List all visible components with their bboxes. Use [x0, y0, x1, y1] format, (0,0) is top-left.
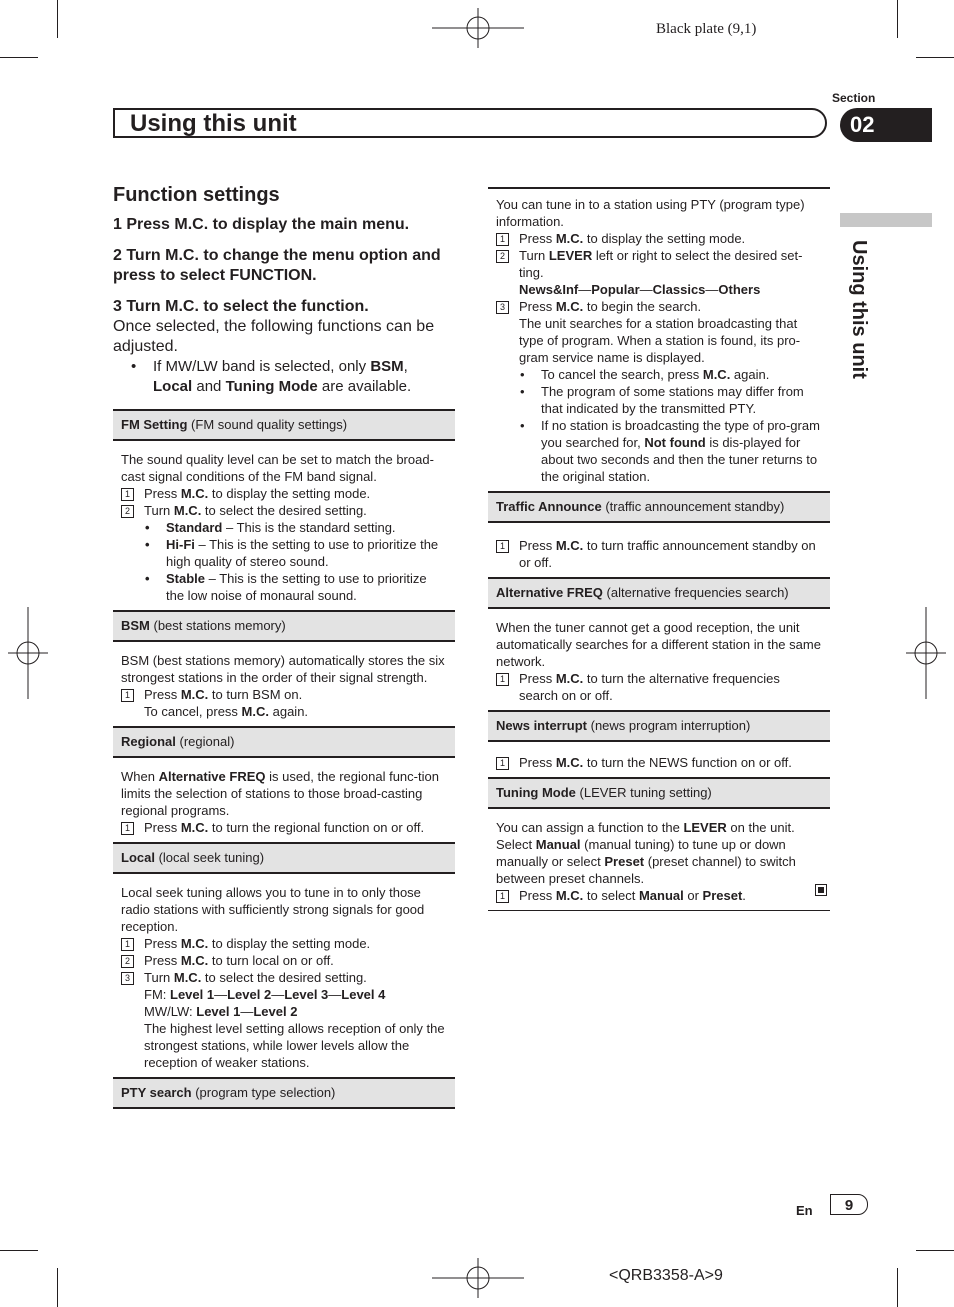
box-text: Local seek tuning allows you to tune in to only those radio stations with sufficiently strong signals for good reception. — [121, 885, 425, 934]
crop-mark — [57, 1268, 58, 1307]
registration-target-icon — [432, 8, 524, 48]
plate-label: Black plate (9,1) — [656, 21, 757, 37]
local-box — [113, 842, 455, 1077]
right-column — [488, 187, 830, 911]
fm-levels: FM: Level 1—Level 2—Level 3—Level 4 — [144, 987, 386, 1002]
page-title: Using this unit — [130, 110, 297, 137]
option-item: • Hi-Fi – This is the setting to use to prioritize the high quality of stereo sound. — [121, 536, 447, 570]
left-column — [113, 183, 455, 1109]
box-step: 1 Press M.C. to display the setting mode. — [496, 230, 822, 247]
side-tab-label: Using this unit — [848, 240, 870, 379]
page-number: 9 — [830, 1194, 868, 1215]
crop-mark — [0, 57, 38, 58]
box-heading: Traffic Announce (traffic announcement standby) — [488, 493, 830, 523]
box-text: When Alternative FREQ is used, the regional func-tion limits the selection of stations to those broad-casting regional programs. — [121, 769, 439, 818]
option-item: • Standard – This is the standard setting. — [121, 519, 447, 536]
crop-mark — [897, 0, 898, 38]
box-heading: Regional (regional) — [113, 728, 455, 758]
box-step: 1 Press M.C. to select Manual or Preset. — [496, 887, 822, 904]
side-tab-bar — [840, 213, 932, 227]
crop-mark — [0, 1250, 38, 1251]
box-step: 2 Turn M.C. to select the desired setting. — [121, 502, 447, 519]
box-step: 3 Turn M.C. to select the desired setting. — [121, 969, 447, 986]
box-text: When the tuner cannot get a good reception, the unit automatically searches for a different station in the same network. — [496, 620, 821, 669]
pty-categories: News&Inf—Popular—Classics—Others — [519, 282, 761, 297]
step-2: 2 Turn M.C. to change the menu option and press to select FUNCTION. — [113, 247, 441, 284]
registration-target-icon — [432, 1258, 524, 1298]
box-text: BSM (best stations memory) automatically stores the six strongest stations in the order of their signal strength. — [121, 653, 445, 685]
crop-mark — [916, 57, 954, 58]
traffic-box — [488, 491, 830, 577]
box-step-note: To cancel, press M.C. again. — [144, 704, 309, 719]
box-step: 1 Press M.C. to display the setting mode. — [121, 485, 447, 502]
box-step: 1 Press M.C. to turn the regional function on or off. — [121, 819, 447, 836]
pty-box-head — [113, 1077, 455, 1109]
box-heading: FM Setting (FM sound quality settings) — [113, 411, 455, 441]
note-bullet: • If MW/LW band is selected, only BSM, Local and Tuning Mode are available. — [113, 357, 455, 397]
registration-target-icon — [906, 607, 946, 699]
option-item: • Stable – This is the setting to use to prioritize the low noise of monaural sound. — [121, 570, 447, 604]
box-step-note: The highest level setting allows reception of only the strongest stations, while lower levels allow the reception of weaker stations. — [144, 1021, 445, 1070]
box-step: 1 Press M.C. to turn traffic announcement standby on or off. — [496, 537, 822, 571]
box-heading: BSM (best stations memory) — [113, 612, 455, 642]
mw-levels: MW/LW: Level 1—Level 2 — [144, 1004, 298, 1019]
alt-freq-box — [488, 577, 830, 710]
fm-setting-box — [113, 409, 455, 610]
note-bullet: • If no station is broadcasting the type of pro-gram you searched for, Not found is dis-played for about two seconds and then the tuner returns to the original station. — [496, 417, 822, 485]
crop-mark — [57, 0, 58, 38]
box-bottom-rule — [488, 910, 830, 911]
box-step-note: The unit searches for a station broadcasting that type of program. When a station is found, its pro-gram service name is displayed. — [519, 316, 801, 365]
crop-mark — [897, 1268, 898, 1307]
section-number: 02 — [840, 108, 932, 142]
step-3: 3 Turn M.C. to select the function. — [113, 298, 369, 315]
crop-mark — [916, 1250, 954, 1251]
note-bullet: • To cancel the search, press M.C. again. — [496, 366, 822, 383]
pty-box-body — [488, 187, 830, 491]
news-box — [488, 710, 830, 777]
step-1: 1 Press M.C. to display the main menu. — [113, 216, 410, 233]
box-step: 1 Press M.C. to turn the NEWS function on or off. — [496, 754, 822, 771]
box-heading: News interrupt (news program interruption) — [488, 712, 830, 742]
box-text: You can tune in to a station using PTY (program type) information. — [496, 197, 805, 229]
tuning-box — [488, 777, 830, 911]
box-step: 2 Press M.C. to turn local on or off. — [121, 952, 447, 969]
box-heading: Alternative FREQ (alternative frequencies search) — [488, 579, 830, 609]
note-bullet: • The program of some stations may differ from that indicated by the transmitted PTY. — [496, 383, 822, 417]
box-text: You can assign a function to the LEVER on the unit. Select Manual (manual tuning) to tune up or down manually or select Preset (preset channel) to switch between preset channels. — [496, 820, 796, 886]
box-step: 3 Press M.C. to begin the search. — [496, 298, 822, 315]
box-text: The sound quality level can be set to match the broad-cast signal conditions of the FM band signal. — [121, 452, 434, 484]
document-code: <QRB3358-A>9 — [609, 1267, 723, 1284]
box-step: 1 Press M.C. to turn BSM on. — [121, 686, 447, 703]
box-heading: PTY search (program type selection) — [113, 1079, 455, 1109]
section-heading: Function settings — [113, 184, 280, 206]
box-step: 1 Press M.C. to display the setting mode. — [121, 935, 447, 952]
section-label: Section — [832, 91, 876, 105]
registration-target-icon — [8, 607, 48, 699]
regional-box — [113, 726, 455, 842]
intro-text: Once selected, the following functions can be adjusted. — [113, 318, 435, 355]
box-heading: Tuning Mode (LEVER tuning setting) — [488, 779, 830, 809]
box-heading: Local (local seek tuning) — [113, 844, 455, 874]
box-step: 1 Press M.C. to turn the alternative frequencies search on or off. — [496, 670, 822, 704]
language-label: En — [796, 1203, 813, 1218]
end-mark-icon — [815, 884, 827, 896]
bsm-box — [113, 610, 455, 726]
box-step: 2 Turn LEVER left or right to select the desired set-ting. — [496, 247, 822, 281]
